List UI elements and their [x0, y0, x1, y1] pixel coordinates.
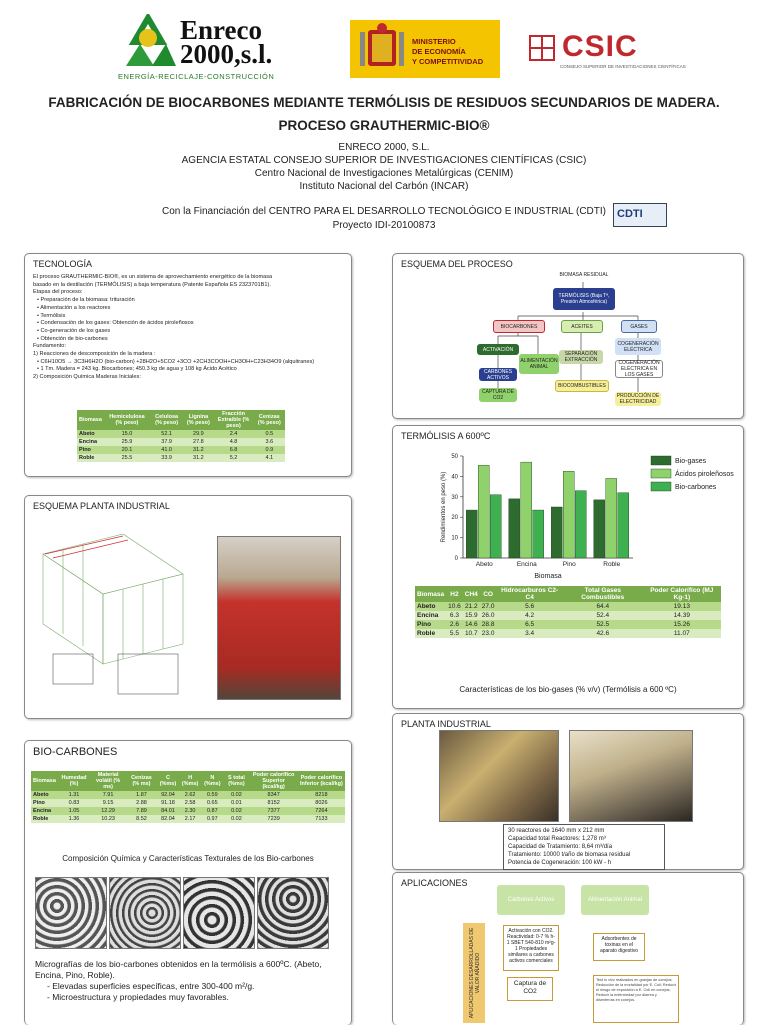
y-tick-label: 50: [451, 454, 458, 460]
y-axis-title: Rendimientos en peso (%): [441, 471, 447, 543]
plant-specs-box: 30 reactores de 1640 mm x 212 mm Capacidad total Reactores: 1,278 m³ Capacidad de Tratamiento: 8,64 m³/día Tratamiento: 10000 t/año de biomasa residual Potencia de Cogeneración: 100 kW - h: [503, 824, 665, 870]
bar-abeto-2: [478, 465, 489, 558]
biocarbones-table: [31, 771, 345, 823]
micrograph-encina: [109, 877, 181, 949]
bar-roble-3: [618, 493, 629, 558]
table-row: Abeto 1.31 7.91 1.87 92.04 2.62 0.59 0.02 8347 8218: [31, 791, 345, 799]
table-row: Pino 0.83 9.15 2.88 91.18 2.58 0.65 0.01 8152 8026: [31, 799, 345, 807]
alimentacion-animal-header: Alimentación Animal: [581, 885, 649, 915]
coat-of-arms-icon: [356, 22, 408, 76]
legend-swatch: [651, 456, 671, 465]
bar-pino-3: [575, 491, 586, 558]
tecnologia-text: El proceso GRAUTHERMIC-BIO®, es un sistema de aprovechamiento energético de la biomasa basado en la destilación (TERMÓLISIS) a baja temperatura (Patente Española ES 2323701B1). Etapas del proceso: • Preparación de la biomasa: trituración • Alimentación a los reactores • Termólisis • Condensación de los gases: Obtención de ácidos piroleñosos • Co-generación de los gases • Obtención de bio-carbones Fundamento: 1) Reacciones de descomposición de la madera : • C6H10O5 → 3C3H6H2O (bio-carbon) +28H2O+5CO2 +3CO +2CH3COOH+CH3OH+C23H34O9 (alquitranes) • 1 Tm. Madera = 243 kg. Biocarbones; 450.3 kg de agua y 108 kg Ácido Acético 2) Composición Química Maderas Iniciales:: [33, 274, 315, 381]
x-tick-label: Abeto: [475, 561, 493, 568]
cogeneracion-gases-box: COGENERACIÓN ELÉCTRICA EN LOS GASES: [615, 360, 663, 378]
activacion-details: Activación con CO2. Reactividad: 0-7 % h-1 SBET 540-810 m²g-1 Propiedades similares a carbones activos comerciales: [503, 925, 559, 971]
section-title: TECNOLOGÍA: [33, 259, 93, 269]
recycle-icon: [118, 14, 178, 70]
section-title: TERMÓLISIS A 600ºC: [401, 431, 491, 441]
table-row: Abeto 15.0 52.1 29.9 2.4 0.5: [77, 430, 285, 438]
section-title: APLICACIONES: [401, 878, 468, 888]
section-title: ESQUEMA PLANTA INDUSTRIAL: [33, 501, 170, 511]
carbones-activos-box: CARBONES ACTIVOS: [479, 368, 517, 381]
separacion-box: SEPARACIÓN EXTRACCIÓN: [559, 350, 603, 364]
aplicaciones-panel: [392, 872, 744, 1025]
micrographs-text: Micrografías de los bio-carbones obtenidos en la termólisis a 600ºC. (Abeto, Encina, Pino, Roble). - Elevadas superficies específicas, entre 300-400 m²/g. - Microestructura y propiedades muy favorables.: [35, 959, 322, 1002]
author-line: AGENCIA ESTATAL CONSEJO SUPERIOR DE INVESTIGACIONES CIENTÍFICAS (CSIC): [181, 155, 587, 166]
bar-encina-2: [521, 462, 532, 558]
cogeneracion-box: COGENERACIÓN ELÉCTRICA: [615, 338, 661, 355]
legend-label: Ácidos piroleñosos: [675, 471, 734, 478]
biocarbones-box: BIOCARBONES: [493, 320, 545, 333]
plant-photo-reactor: [217, 536, 341, 700]
wood-composition-table: [77, 410, 285, 462]
table-header-row: Biomasa Hemicelulosa (% peso) Celulosa (% peso) Lignina (% peso) Fracción Extraíble (% peso) Cenizas (% peso): [77, 410, 285, 430]
table-header-row: Biomasa H2 CH4 CO Hidrocarburos C2-C4 Total Gases Combustibles Poder Calorífico (MJ Kg-1): [415, 586, 721, 602]
plant-photo-interior: [439, 730, 559, 822]
aceites-box: ACEITES: [561, 320, 603, 333]
captura-co2-box: CAPTURA DE CO2: [479, 388, 517, 402]
biocarbones-caption: Composición Química y Características Texturales de los Bio-carbones: [62, 854, 314, 863]
csic-name: CSIC: [562, 30, 638, 63]
in-vivo-notes: Test in vivo realizados en granjas de conejos: Reducción de la mortalidad por E. Coli; Reducir el riesgo de exposición a E. Coli en conejos; Reducir la enfermedad por diarrea y disenterías en conejos.: [593, 975, 679, 1023]
tecnologia-panel: [24, 253, 352, 477]
y-tick-label: 40: [451, 474, 458, 481]
csic-logo: [528, 30, 686, 74]
bar-pino-2: [563, 471, 574, 558]
biomasa-residual-label: BIOMASA RESIDUAL: [559, 272, 609, 278]
x-tick-label: Encina: [516, 561, 537, 568]
table-row: Abeto 10.6 21.2 27.0 5.6 64.4 19.13: [415, 602, 721, 611]
enreco-tagline: ENERGÍA-RECICLAJE-CONSTRUCCIÓN: [118, 72, 275, 81]
carbones-activos-header: Carbones Activos: [497, 885, 565, 915]
enreco-name: Enreco 2000,s.l.: [180, 15, 273, 69]
alimentacion-animal-box: ALIMENTACIÓN ANIMAL: [519, 354, 559, 374]
activacion-box: ACTIVACIÓN: [477, 344, 519, 355]
project-line: Proyecto IDI-20100873: [332, 220, 436, 231]
section-title: ESQUEMA DEL PROCESO: [401, 259, 513, 269]
table-row: Pino 2.6 14.6 28.8 6.5 52.5 15.26: [415, 620, 721, 629]
termolisis-box: TERMÓLISIS (Baja Tª, Presión Atmosférica): [553, 288, 615, 310]
section-title: BIO-CARBONES: [33, 746, 118, 758]
micrograph-pino: [183, 877, 255, 949]
author-line: Centro Nacional de Investigaciones Metalúrgicas (CENIM): [254, 168, 514, 179]
author-line: ENRECO 2000, S.L.: [338, 142, 430, 153]
gases-box: GASES: [621, 320, 657, 333]
bar-roble-1: [594, 500, 605, 558]
y-tick-label: 30: [451, 494, 458, 501]
ministry-text: MINISTERIO DE ECONOMÍA Y COMPETITIVIDAD: [412, 37, 484, 66]
enreco-logo: [118, 14, 278, 82]
page-subtitle: PROCESO GRAUTHERMIC-BIO®: [278, 118, 490, 133]
table-header-row: Biomasa Humedad (%) Material volátil (% ms) Cenizas (% ms) C (%ms) H (%ms) N (%ms) S total (%ms) Poder calorífico Superior (kcal/kg) Poder calorífico Inferior (kcal/kg): [31, 771, 345, 791]
y-tick-label: 0: [454, 556, 458, 562]
biogas-table: [415, 586, 721, 638]
y-tick-label: 10: [451, 535, 458, 542]
vertical-label-bar: APLICACIONES DESARROLLADAS DE VALOR AÑADIDO: [463, 923, 485, 1023]
yield-bar-chart: [393, 446, 743, 606]
x-axis-title: Biomasa: [534, 573, 562, 580]
bar-roble-2: [606, 478, 617, 558]
esquema-proceso-panel: [392, 253, 744, 419]
legend-label: Bio-carbones: [675, 484, 717, 491]
funding-line: Con la Financiación del CENTRO PARA EL DESARROLLO TECNOLÓGICO E INDUSTRIAL (CDTI): [161, 206, 606, 217]
section-title: PLANTA INDUSTRIAL: [401, 719, 491, 729]
csic-emblem-icon: [528, 34, 556, 64]
biogas-caption: Características de los bio-gases (% v/v) (Termólisis a 600 ºC): [459, 685, 677, 694]
captura-co2-app-box: Captura de CO2: [507, 977, 553, 1001]
legend-swatch: [651, 482, 671, 491]
biocombustibles-box: BIOCOMBUSTIBLES: [555, 380, 609, 392]
planta-esquema-panel: [24, 495, 352, 719]
bar-pino-1: [551, 507, 562, 558]
produccion-electricidad-box: PRODUCCIÓN DE ELECTRICIDAD: [616, 393, 660, 405]
bar-abeto-3: [490, 495, 501, 558]
plant-photo-structure: [569, 730, 693, 822]
table-row: Encina 25.9 37.9 27.8 4.8 3.6: [77, 438, 285, 446]
y-tick-label: 20: [451, 515, 458, 522]
table-row: Roble 25.5 33.9 31.2 5.2 4.1: [77, 454, 285, 462]
x-tick-label: Pino: [562, 561, 576, 568]
micrograph-roble: [257, 877, 329, 949]
table-row: Pino 20.1 41.0 31.2 6.8 0.9: [77, 446, 285, 454]
bar-abeto-1: [466, 510, 477, 558]
table-row: Encina 6.3 15.9 26.0 4.2 52.4 14.39: [415, 611, 721, 620]
bar-encina-3: [533, 510, 544, 558]
cdti-logo: CDTI: [613, 203, 667, 227]
legend-label: Bio-gases: [675, 458, 707, 465]
ministry-logo: [350, 20, 500, 78]
bar-encina-1: [509, 499, 520, 558]
micrograph-abeto: [35, 877, 107, 949]
adsorbentes-box: Adsorbentes de toxinas en el aparato digestivo: [593, 933, 645, 961]
table-row: Roble 1.36 10.23 8.52 82.04 2.17 0.97 0.02 7239 7133: [31, 815, 345, 823]
table-row: Roble 5.5 10.7 23.0 3.4 42.6 11.07: [415, 629, 721, 638]
plant-wireframe-drawing: [33, 534, 193, 704]
termolisis-panel: [392, 425, 744, 709]
author-line: Instituto Nacional del Carbón (INCAR): [299, 181, 469, 192]
page-title: FABRICACIÓN DE BIOCARBONES MEDIANTE TERMÓLISIS DE RESIDUOS SECUNDARIOS DE MADERA.: [48, 95, 720, 110]
table-row: Encina 1.05 12.29 7.89 84.01 2.30 0.87 0.02 7377 7264: [31, 807, 345, 815]
legend-swatch: [651, 469, 671, 478]
planta-industrial-panel: [392, 713, 744, 870]
csic-full-name: CONSEJO SUPERIOR DE INVESTIGACIONES CIENTÍFICAS: [560, 64, 686, 69]
biocarbones-panel: [24, 740, 352, 1025]
x-tick-label: Roble: [603, 561, 621, 568]
